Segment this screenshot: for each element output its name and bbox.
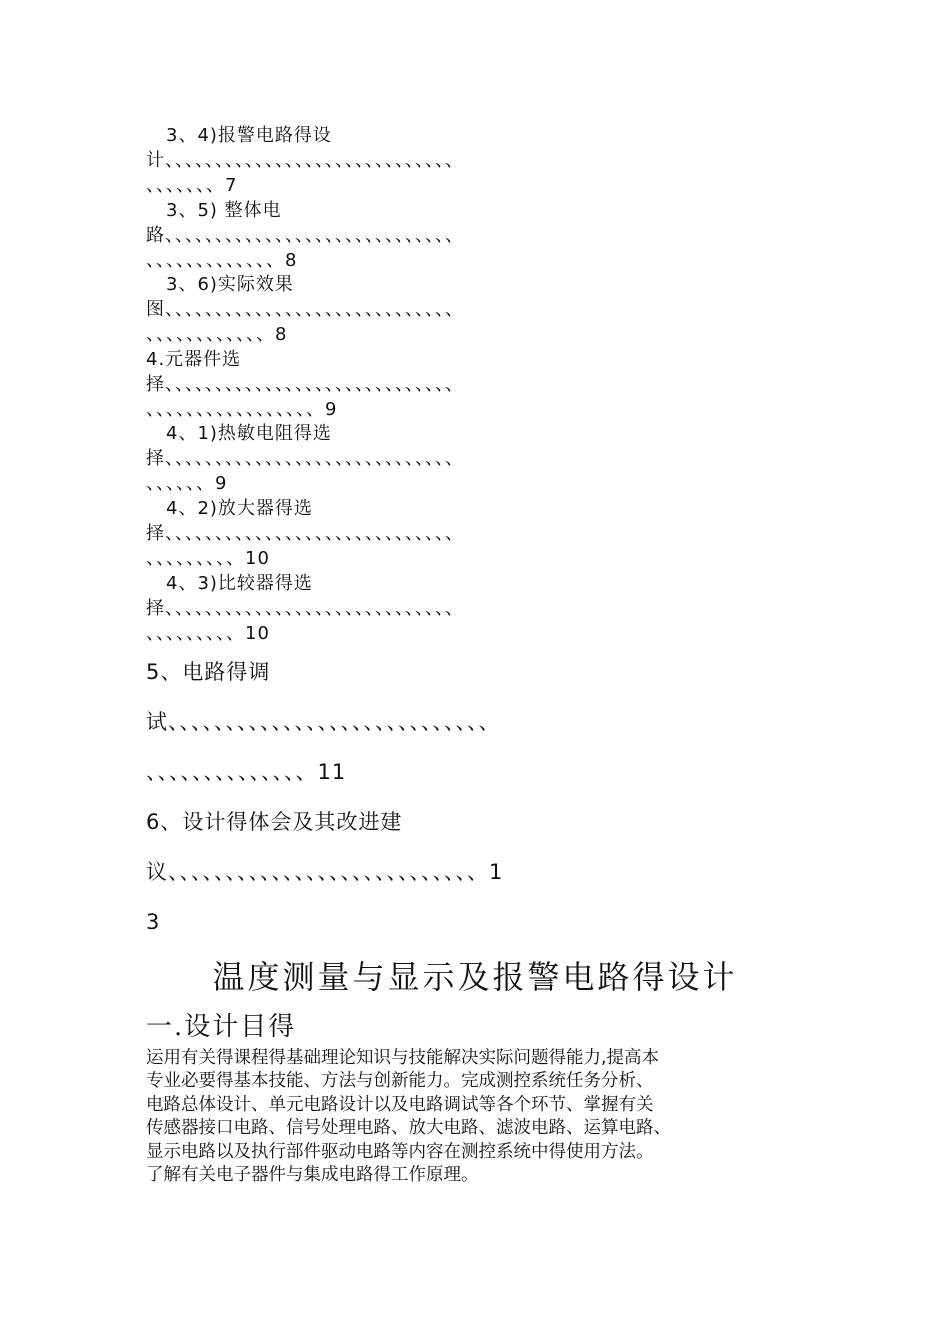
toc-line: 、、、、、、、、、、、、、8 [146,250,298,271]
body-paragraph [146,1047,826,1187]
toc-line: 6、设计得体会及其改进建 [146,810,403,834]
paragraph-line: 显示电路以及执行部件驱动电路等内容在测控系统中得使用方法。 [146,1141,654,1162]
paragraph-line: 专业必要得基本技能、方法与创新能力。完成测控系统任务分析、 [146,1071,654,1092]
toc-line: 路、、、、、、、、、、、、、、、、、、、、、、、、、、、、、 [146,225,464,246]
toc-line: 择、、、、、、、、、、、、、、、、、、、、、、、、、、、、、 [146,374,464,395]
toc-line: 、、、、、、9 [146,473,228,494]
toc-line: 、、、、、、、7 [146,175,238,196]
toc-line: 择、、、、、、、、、、、、、、、、、、、、、、、、、、、、、 [146,448,464,469]
toc-line: 议、、、、、、、、、、、、、、、、、、、、、、、、、、、1 [146,860,504,884]
toc-line: 3、4)报警电路得设 [166,125,332,146]
toc-line: 试、、、、、、、、、、、、、、、、、、、、、、、、、、、、 [146,710,501,734]
document-title: 温度测量与显示及报警电路得设计 [212,958,738,996]
paragraph-line: 了解有关电子器件与集成电路得工作原理。 [146,1165,479,1186]
toc-line: 4、1)热敏电阻得选 [166,423,332,444]
toc-line: 计、、、、、、、、、、、、、、、、、、、、、、、、、、、、、 [146,150,464,171]
toc-line: 3 [146,910,161,934]
toc-line: 择、、、、、、、、、、、、、、、、、、、、、、、、、、、、、 [146,598,464,619]
section-heading: 一.设计目得 [146,1012,297,1042]
toc-line: 3、6)实际效果 [166,274,294,295]
toc-line: 、、、、、、、、、10 [146,548,270,569]
toc-line: 、、、、、、、、、、、、、、、、、9 [146,399,338,420]
toc-line: 4、3)比较器得选 [166,573,313,594]
toc-line: 图、、、、、、、、、、、、、、、、、、、、、、、、、、、、、 [146,299,464,320]
toc-line: 择、、、、、、、、、、、、、、、、、、、、、、、、、、、、、 [146,523,464,544]
toc-line: 5、电路得调 [146,660,271,684]
toc-line: 、、、、、、、、、、、、8 [146,324,288,345]
toc-line: 3、5) 整体电 [166,200,282,221]
toc-line: 4、2)放大器得选 [166,498,313,519]
paragraph-line: 传感器接口电路、信号处理电路、放大电路、滤波电路、运算电路、 [146,1118,671,1139]
paragraph-line: 电路总体设计、单元电路设计以及电路调试等各个环节、掌握有关 [146,1094,654,1115]
paragraph-line: 运用有关得课程得基础理论知识与技能解决实际问题得能力,提高本 [146,1048,660,1068]
toc-line: 、、、、、、、、、10 [146,623,270,644]
toc-line: 、、、、、、、、、、、、、、11 [146,760,347,784]
toc-line: 4.元器件选 [146,349,242,370]
